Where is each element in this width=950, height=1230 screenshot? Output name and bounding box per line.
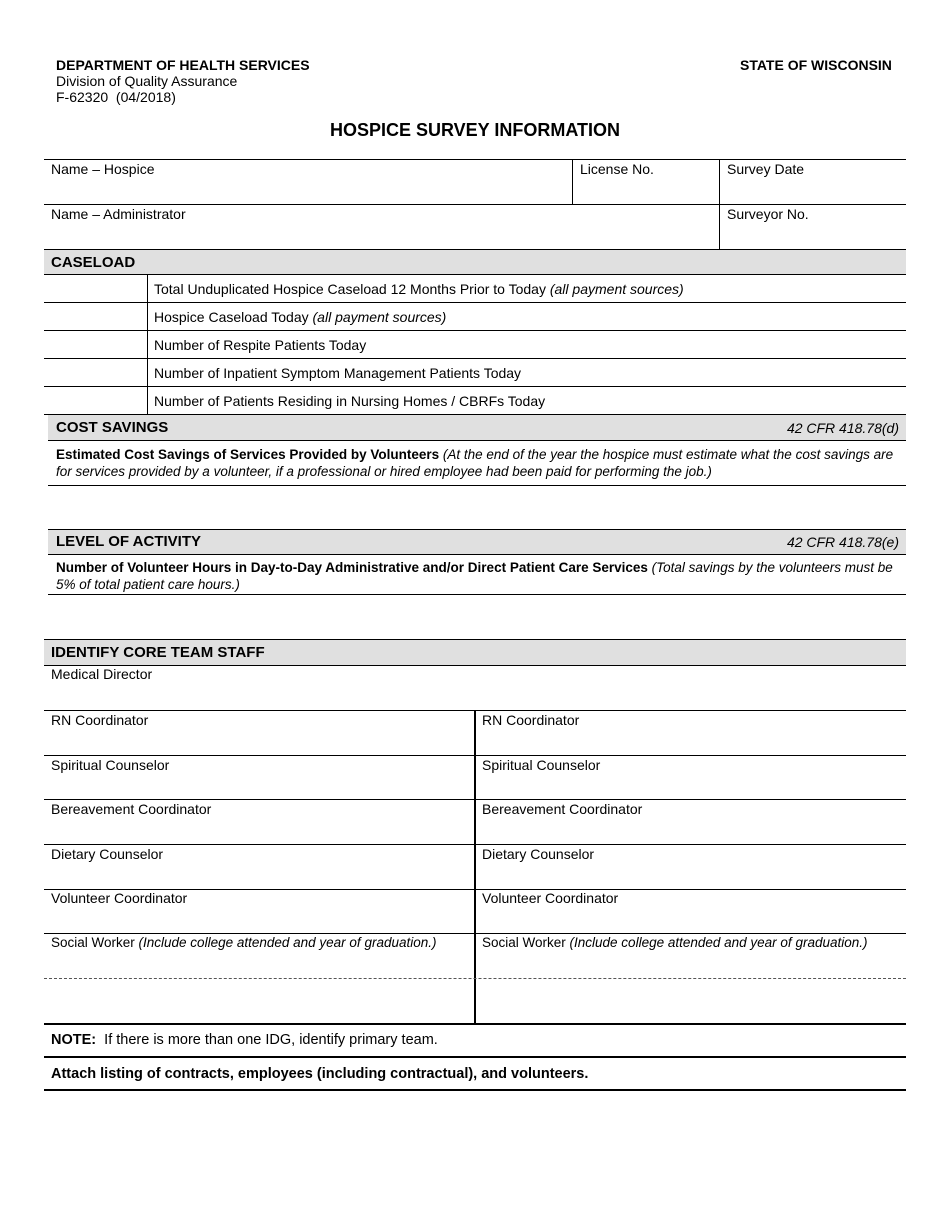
- spiritual-counselor-input[interactable]: [50, 776, 472, 798]
- volunteer-coordinator-label: Volunteer Coordinator: [51, 890, 188, 906]
- license-no-input[interactable]: [578, 180, 718, 202]
- name-hospice-label: Name – Hospice: [51, 161, 155, 177]
- spiritual-counselor-label: Spiritual Counselor: [482, 757, 601, 773]
- divider: [44, 274, 906, 275]
- divider: [44, 665, 906, 666]
- dietary-counselor-label: Dietary Counselor: [51, 846, 164, 862]
- spiritual-counselor-label: Spiritual Counselor: [51, 757, 170, 773]
- divider: [44, 933, 906, 934]
- divider: [48, 440, 906, 441]
- divider: [44, 755, 906, 756]
- level-activity-description: Number of Volunteer Hours in Day-to-Day Administrative and/or Direct Patient Care Services (Total savings by the volunteers must be 5% of total patient care hours.): [56, 560, 893, 592]
- surveyor-no-input[interactable]: [725, 225, 905, 247]
- dietary-counselor-input[interactable]: [481, 865, 905, 887]
- social-worker-label: Social Worker (Include college attended and year of graduation.): [51, 935, 437, 950]
- name-administrator-label: Name – Administrator: [51, 206, 186, 222]
- rn-coordinator-label: RN Coordinator: [51, 712, 149, 728]
- attach-instruction: Attach listing of contracts, employees (including contractual), and volunteers.: [51, 1066, 589, 1082]
- social-worker-label: Social Worker (Include college attended and year of graduation.): [482, 935, 868, 950]
- caseload-row-label: Number of Respite Patients Today: [154, 337, 367, 353]
- survey-date-input[interactable]: [725, 180, 905, 202]
- divider: [44, 358, 906, 359]
- form-number: F-62320 (04/2018): [56, 89, 176, 105]
- medical-director-label: Medical Director: [51, 666, 153, 682]
- social-worker-input[interactable]: [481, 954, 905, 976]
- note-text: NOTE: If there is more than one IDG, identify primary team.: [51, 1032, 438, 1048]
- divider: [44, 1023, 906, 1025]
- divider: [44, 799, 906, 800]
- caseload-input[interactable]: [48, 279, 146, 301]
- divider: [48, 554, 906, 555]
- divider: [44, 1056, 906, 1058]
- divider: [48, 485, 906, 486]
- volunteer-coordinator-input[interactable]: [481, 909, 905, 931]
- medical-director-input[interactable]: [50, 685, 904, 707]
- caseload-row-label: Number of Patients Residing in Nursing Homes / CBRFs Today: [154, 393, 546, 409]
- divider: [44, 639, 906, 640]
- name-hospice-input[interactable]: [50, 180, 569, 202]
- volunteer-coordinator-input[interactable]: [50, 909, 472, 931]
- social-worker-extra-input[interactable]: [481, 988, 905, 1016]
- core-team-heading: IDENTIFY CORE TEAM STAFF: [51, 644, 265, 661]
- caseload-row-label: Total Unduplicated Hospice Caseload 12 Months Prior to Today (all payment sources): [154, 281, 684, 297]
- cost-savings-input[interactable]: [52, 492, 906, 524]
- divider: [44, 844, 906, 845]
- caseload-input[interactable]: [48, 363, 146, 385]
- cost-savings-description: Estimated Cost Savings of Services Provided by Volunteers (At the end of the year the hospice must estimate what the cost savings are for services provided by a volunteer, if a professional or hired employee had been paid for performing the job.): [56, 447, 894, 479]
- divider: [147, 274, 148, 414]
- cost-savings-heading: COST SAVINGS: [56, 419, 169, 436]
- name-administrator-input[interactable]: [50, 225, 718, 247]
- divider: [48, 594, 906, 595]
- page-title: HOSPICE SURVEY INFORMATION: [329, 120, 621, 140]
- divider: [44, 330, 906, 331]
- state-name: STATE OF WISCONSIN: [740, 57, 892, 73]
- caseload-header-bar: [44, 249, 906, 274]
- dashed-divider: [44, 978, 906, 979]
- rn-coordinator-input[interactable]: [50, 731, 472, 753]
- top-border: [44, 159, 906, 160]
- social-worker-extra-input[interactable]: [50, 988, 472, 1016]
- divider: [44, 204, 906, 205]
- cost-savings-cfr: 42 CFR 418.78(d): [786, 420, 899, 436]
- column-divider: [474, 710, 476, 1024]
- division-name: Division of Quality Assurance: [56, 73, 238, 89]
- divider: [44, 249, 906, 250]
- caseload-row-label: Hospice Caseload Today (all payment sources): [154, 309, 447, 325]
- department-name: DEPARTMENT OF HEALTH SERVICES: [56, 57, 310, 73]
- caseload-heading: CASELOAD: [51, 254, 136, 271]
- caseload-row-label: Number of Inpatient Symptom Management Patients Today: [154, 365, 522, 381]
- social-worker-input[interactable]: [50, 954, 472, 976]
- level-activity-cfr: 42 CFR 418.78(e): [786, 534, 899, 550]
- bereavement-coordinator-label: Bereavement Coordinator: [482, 801, 643, 817]
- divider: [44, 1089, 906, 1091]
- caseload-input[interactable]: [48, 391, 146, 413]
- license-no-label: License No.: [580, 161, 654, 177]
- dietary-counselor-input[interactable]: [50, 865, 472, 887]
- rn-coordinator-label: RN Coordinator: [482, 712, 580, 728]
- caseload-input[interactable]: [48, 307, 146, 329]
- divider: [572, 159, 573, 204]
- dietary-counselor-label: Dietary Counselor: [482, 846, 595, 862]
- spiritual-counselor-input[interactable]: [481, 776, 905, 798]
- bereavement-coordinator-input[interactable]: [50, 820, 472, 842]
- level-activity-heading: LEVEL OF ACTIVITY: [56, 533, 202, 550]
- bereavement-coordinator-label: Bereavement Coordinator: [51, 801, 212, 817]
- divider: [48, 529, 906, 530]
- divider: [44, 302, 906, 303]
- rn-coordinator-input[interactable]: [481, 731, 905, 753]
- volunteer-coordinator-label: Volunteer Coordinator: [482, 890, 619, 906]
- surveyor-no-label: Surveyor No.: [727, 206, 809, 222]
- level-activity-input[interactable]: [52, 600, 906, 634]
- survey-date-label: Survey Date: [727, 161, 805, 177]
- caseload-input[interactable]: [48, 335, 146, 357]
- bereavement-coordinator-input[interactable]: [481, 820, 905, 842]
- divider: [44, 386, 906, 387]
